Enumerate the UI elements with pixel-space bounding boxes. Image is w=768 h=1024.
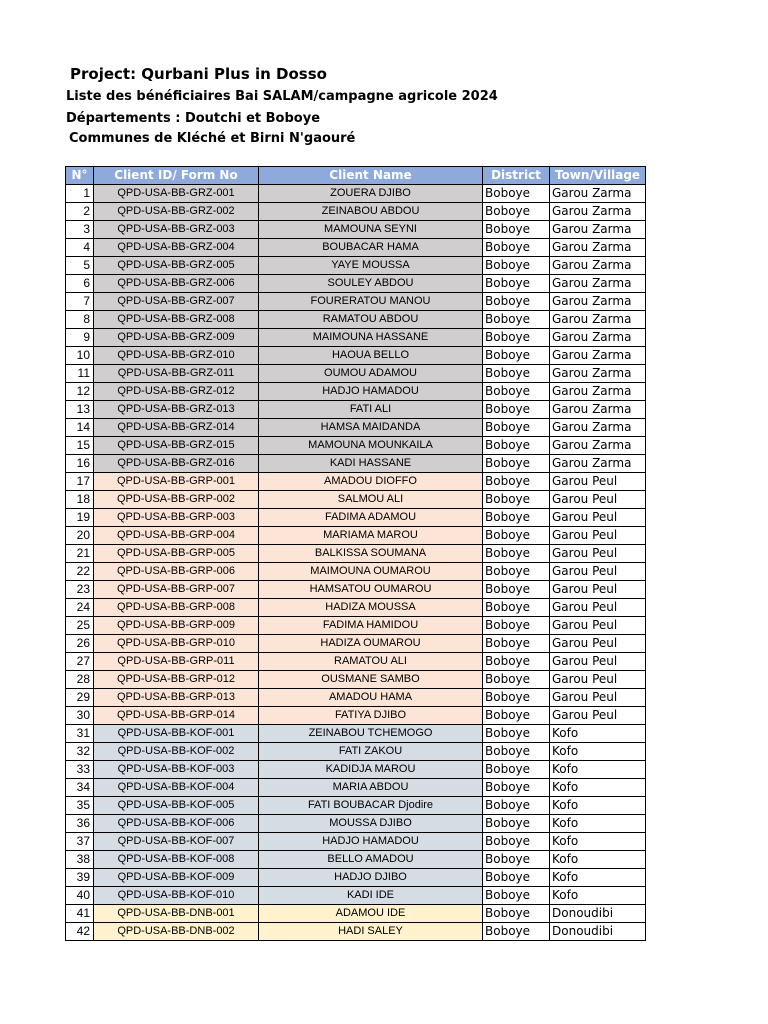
district-cell: Boboye (483, 185, 550, 203)
town-village-cell: Donoudibi (550, 923, 646, 941)
table-row (66, 437, 646, 455)
district-cell: Boboye (483, 545, 550, 563)
district-cell: Boboye (483, 761, 550, 779)
town-village-cell: Garou Zarma (550, 275, 646, 293)
row-number: 15 (66, 437, 94, 455)
town-village-cell: Garou Peul (550, 563, 646, 581)
client-id-cell: QPD-USA-BB-GRP-004 (94, 527, 259, 545)
district-cell: Boboye (483, 221, 550, 239)
client-id-cell: QPD-USA-BB-GRP-002 (94, 491, 259, 509)
district-cell: Boboye (483, 923, 550, 941)
town-village-cell: Garou Peul (550, 527, 646, 545)
client-name-cell: OUMOU ADAMOU (259, 365, 483, 383)
client-name-cell: FATI ALI (259, 401, 483, 419)
town-village-cell: Garou Peul (550, 491, 646, 509)
client-id-cell: QPD-USA-BB-GRZ-008 (94, 311, 259, 329)
district-cell: Boboye (483, 599, 550, 617)
table-row (66, 671, 646, 689)
table-row (66, 221, 646, 239)
table-row (66, 869, 646, 887)
district-cell: Boboye (483, 581, 550, 599)
town-village-cell: Garou Zarma (550, 329, 646, 347)
town-village-cell: Garou Zarma (550, 239, 646, 257)
table-row (66, 617, 646, 635)
client-name-cell: KADIDJA MAROU (259, 761, 483, 779)
departements-line: Départements : Doutchi et Boboye (66, 111, 321, 126)
table-row (66, 383, 646, 401)
client-name-cell: FATI BOUBACAR Djodire (259, 797, 483, 815)
town-village-cell: Garou Zarma (550, 437, 646, 455)
table-row (66, 707, 646, 725)
client-name-cell: SALMOU ALI (259, 491, 483, 509)
district-cell: Boboye (483, 275, 550, 293)
district-cell: Boboye (483, 329, 550, 347)
client-name-cell: ZOUERA DJIBO (259, 185, 483, 203)
client-id-cell: QPD-USA-BB-GRP-012 (94, 671, 259, 689)
row-number: 21 (66, 545, 94, 563)
client-id-cell: QPD-USA-BB-KOF-002 (94, 743, 259, 761)
client-name-cell: FADIMA HAMIDOU (259, 617, 483, 635)
town-village-cell: Kofo (550, 797, 646, 815)
client-id-cell: QPD-USA-BB-GRP-005 (94, 545, 259, 563)
town-village-cell: Garou Peul (550, 473, 646, 491)
town-village-cell: Garou Peul (550, 671, 646, 689)
client-id-cell: QPD-USA-BB-GRP-001 (94, 473, 259, 491)
client-name-cell: MOUSSA DJIBO (259, 815, 483, 833)
town-village-cell: Kofo (550, 815, 646, 833)
table-header-row (66, 167, 646, 185)
town-village-cell: Garou Peul (550, 509, 646, 527)
table-row (66, 923, 646, 941)
town-village-cell: Garou Peul (550, 545, 646, 563)
row-number: 29 (66, 689, 94, 707)
town-village-cell: Garou Zarma (550, 221, 646, 239)
row-number: 5 (66, 257, 94, 275)
client-id-cell: QPD-USA-BB-GRP-013 (94, 689, 259, 707)
town-village-cell: Garou Zarma (550, 419, 646, 437)
district-cell: Boboye (483, 455, 550, 473)
client-id-cell: QPD-USA-BB-GRZ-004 (94, 239, 259, 257)
client-name-cell: HAOUA BELLO (259, 347, 483, 365)
client-name-cell: BOUBACAR HAMA (259, 239, 483, 257)
row-number: 10 (66, 347, 94, 365)
client-name-cell: HADI SALEY (259, 923, 483, 941)
town-village-cell: Kofo (550, 887, 646, 905)
row-number: 32 (66, 743, 94, 761)
district-cell: Boboye (483, 743, 550, 761)
client-id-cell: QPD-USA-BB-GRP-003 (94, 509, 259, 527)
client-name-cell: HADJO HAMADOU (259, 833, 483, 851)
table-row (66, 815, 646, 833)
row-number: 18 (66, 491, 94, 509)
table-row (66, 473, 646, 491)
row-number: 28 (66, 671, 94, 689)
row-number: 33 (66, 761, 94, 779)
town-village-cell: Garou Peul (550, 653, 646, 671)
row-number: 20 (66, 527, 94, 545)
project-title: Project: Qurbani Plus in Dosso (70, 65, 327, 83)
district-cell: Boboye (483, 311, 550, 329)
row-number: 4 (66, 239, 94, 257)
row-number: 19 (66, 509, 94, 527)
client-name-cell: BELLO AMADOU (259, 851, 483, 869)
table-row (66, 293, 646, 311)
client-id-cell: QPD-USA-BB-GRP-010 (94, 635, 259, 653)
beneficiaries-table (65, 166, 646, 941)
client-id-cell: QPD-USA-BB-GRZ-001 (94, 185, 259, 203)
district-cell: Boboye (483, 563, 550, 581)
table-row (66, 401, 646, 419)
district-cell: Boboye (483, 833, 550, 851)
client-name-cell: AMADOU DIOFFO (259, 473, 483, 491)
town-village-cell: Garou Peul (550, 581, 646, 599)
town-village-cell: Donoudibi (550, 905, 646, 923)
client-id-cell: QPD-USA-BB-KOF-006 (94, 815, 259, 833)
client-id-cell: QPD-USA-BB-KOF-004 (94, 779, 259, 797)
town-village-cell: Kofo (550, 851, 646, 869)
client-id-cell: QPD-USA-BB-GRZ-012 (94, 383, 259, 401)
client-id-cell: QPD-USA-BB-GRZ-016 (94, 455, 259, 473)
table-row (66, 527, 646, 545)
row-number: 8 (66, 311, 94, 329)
row-number: 9 (66, 329, 94, 347)
row-number: 17 (66, 473, 94, 491)
district-cell: Boboye (483, 617, 550, 635)
district-cell: Boboye (483, 527, 550, 545)
district-cell: Boboye (483, 869, 550, 887)
table-row (66, 581, 646, 599)
client-id-cell: QPD-USA-BB-KOF-009 (94, 869, 259, 887)
client-id-cell: QPD-USA-BB-GRP-009 (94, 617, 259, 635)
town-village-cell: Kofo (550, 833, 646, 851)
client-name-cell: HAMSA MAIDANDA (259, 419, 483, 437)
table-body (66, 185, 646, 941)
table-row (66, 275, 646, 293)
client-name-cell: RAMATOU ABDOU (259, 311, 483, 329)
table-row (66, 509, 646, 527)
client-name-cell: OUSMANE SAMBO (259, 671, 483, 689)
table-row (66, 203, 646, 221)
row-number: 35 (66, 797, 94, 815)
client-id-cell: QPD-USA-BB-GRZ-002 (94, 203, 259, 221)
district-cell: Boboye (483, 815, 550, 833)
row-number: 2 (66, 203, 94, 221)
client-name-cell: MARIAMA MAROU (259, 527, 483, 545)
row-number: 13 (66, 401, 94, 419)
district-cell: Boboye (483, 509, 550, 527)
client-name-cell: FADIMA ADAMOU (259, 509, 483, 527)
town-village-cell: Garou Peul (550, 635, 646, 653)
row-number: 30 (66, 707, 94, 725)
client-id-cell: QPD-USA-BB-GRP-006 (94, 563, 259, 581)
client-name-cell: HAMSATOU OUMAROU (259, 581, 483, 599)
client-name-cell: HADJO DJIBO (259, 869, 483, 887)
client-name-cell: MAIMOUNA HASSANE (259, 329, 483, 347)
table-row (66, 545, 646, 563)
client-name-cell: ADAMOU IDE (259, 905, 483, 923)
district-cell: Boboye (483, 347, 550, 365)
client-name-cell: HADJO HAMADOU (259, 383, 483, 401)
client-id-cell: QPD-USA-BB-DNB-002 (94, 923, 259, 941)
town-village-cell: Garou Zarma (550, 455, 646, 473)
table-row (66, 455, 646, 473)
client-id-cell: QPD-USA-BB-GRP-008 (94, 599, 259, 617)
town-village-cell: Garou Zarma (550, 257, 646, 275)
client-name-cell: BALKISSA SOUMANA (259, 545, 483, 563)
district-cell: Boboye (483, 239, 550, 257)
row-number: 36 (66, 815, 94, 833)
row-number: 3 (66, 221, 94, 239)
district-cell: Boboye (483, 437, 550, 455)
town-village-cell: Garou Zarma (550, 401, 646, 419)
town-village-cell: Kofo (550, 779, 646, 797)
client-name-cell: YAYE MOUSSA (259, 257, 483, 275)
row-number: 31 (66, 725, 94, 743)
client-name-cell: MAMOUNA MOUNKAILA (259, 437, 483, 455)
town-village-cell: Garou Zarma (550, 203, 646, 221)
client-name-cell: KADI HASSANE (259, 455, 483, 473)
district-cell: Boboye (483, 383, 550, 401)
table-row (66, 329, 646, 347)
table-row (66, 635, 646, 653)
client-id-cell: QPD-USA-BB-KOF-005 (94, 797, 259, 815)
table-row (66, 311, 646, 329)
client-id-cell: QPD-USA-BB-GRZ-013 (94, 401, 259, 419)
district-cell: Boboye (483, 365, 550, 383)
town-village-cell: Garou Zarma (550, 383, 646, 401)
client-name-cell: ZEINABOU TCHEMOGO (259, 725, 483, 743)
row-number: 23 (66, 581, 94, 599)
table-row (66, 257, 646, 275)
client-id-cell: QPD-USA-BB-GRZ-014 (94, 419, 259, 437)
row-number: 41 (66, 905, 94, 923)
client-id-cell: QPD-USA-BB-KOF-003 (94, 761, 259, 779)
row-number: 22 (66, 563, 94, 581)
table-row (66, 887, 646, 905)
town-village-cell: Kofo (550, 743, 646, 761)
client-id-cell: QPD-USA-BB-GRZ-011 (94, 365, 259, 383)
row-number: 14 (66, 419, 94, 437)
town-village-cell: Garou Peul (550, 689, 646, 707)
row-number: 12 (66, 383, 94, 401)
district-cell: Boboye (483, 707, 550, 725)
table-row (66, 365, 646, 383)
client-name-cell: HADIZA OUMAROU (259, 635, 483, 653)
table-row (66, 779, 646, 797)
col-header-client-id: Client ID/ Form No (94, 167, 259, 185)
client-id-cell: QPD-USA-BB-KOF-008 (94, 851, 259, 869)
communes-line: Communes de Kléché et Birni N'gaouré (69, 131, 356, 146)
col-header-town-village: Town/Village (550, 167, 646, 185)
town-village-cell: Garou Zarma (550, 185, 646, 203)
client-id-cell: QPD-USA-BB-KOF-001 (94, 725, 259, 743)
district-cell: Boboye (483, 887, 550, 905)
row-number: 25 (66, 617, 94, 635)
col-header-client-name: Client Name (259, 167, 483, 185)
client-id-cell: QPD-USA-BB-GRZ-015 (94, 437, 259, 455)
table-row (66, 761, 646, 779)
district-cell: Boboye (483, 491, 550, 509)
client-id-cell: QPD-USA-BB-GRP-014 (94, 707, 259, 725)
district-cell: Boboye (483, 419, 550, 437)
client-id-cell: QPD-USA-BB-KOF-007 (94, 833, 259, 851)
table-row (66, 599, 646, 617)
table-row (66, 347, 646, 365)
row-number: 27 (66, 653, 94, 671)
row-number: 42 (66, 923, 94, 941)
client-id-cell: QPD-USA-BB-GRP-007 (94, 581, 259, 599)
client-name-cell: MARIA ABDOU (259, 779, 483, 797)
town-village-cell: Kofo (550, 869, 646, 887)
client-id-cell: QPD-USA-BB-GRZ-010 (94, 347, 259, 365)
row-number: 16 (66, 455, 94, 473)
client-name-cell: SOULEY ABDOU (259, 275, 483, 293)
district-cell: Boboye (483, 401, 550, 419)
district-cell: Boboye (483, 653, 550, 671)
town-village-cell: Garou Peul (550, 707, 646, 725)
client-name-cell: AMADOU HAMA (259, 689, 483, 707)
row-number: 7 (66, 293, 94, 311)
town-village-cell: Garou Zarma (550, 293, 646, 311)
table-row (66, 833, 646, 851)
table-row (66, 185, 646, 203)
client-name-cell: FOURERATOU MANOU (259, 293, 483, 311)
table-row (66, 239, 646, 257)
table-row (66, 653, 646, 671)
table-row (66, 851, 646, 869)
client-id-cell: QPD-USA-BB-DNB-001 (94, 905, 259, 923)
table-row (66, 797, 646, 815)
client-id-cell: QPD-USA-BB-GRZ-007 (94, 293, 259, 311)
row-number: 34 (66, 779, 94, 797)
district-cell: Boboye (483, 797, 550, 815)
client-name-cell: HADIZA MOUSSA (259, 599, 483, 617)
row-number: 1 (66, 185, 94, 203)
table-row (66, 725, 646, 743)
row-number: 11 (66, 365, 94, 383)
district-cell: Boboye (483, 689, 550, 707)
client-id-cell: QPD-USA-BB-GRP-011 (94, 653, 259, 671)
client-name-cell: RAMATOU ALI (259, 653, 483, 671)
row-number: 24 (66, 599, 94, 617)
row-number: 6 (66, 275, 94, 293)
district-cell: Boboye (483, 725, 550, 743)
table-row (66, 563, 646, 581)
district-cell: Boboye (483, 293, 550, 311)
table-row (66, 689, 646, 707)
district-cell: Boboye (483, 851, 550, 869)
row-number: 40 (66, 887, 94, 905)
client-id-cell: QPD-USA-BB-GRZ-003 (94, 221, 259, 239)
table-row (66, 491, 646, 509)
town-village-cell: Kofo (550, 761, 646, 779)
client-id-cell: QPD-USA-BB-GRZ-005 (94, 257, 259, 275)
town-village-cell: Kofo (550, 725, 646, 743)
col-header-number: N° (66, 167, 94, 185)
list-title: Liste des bénéficiaires Bai SALAM/campagne agricole 2024 (66, 89, 498, 104)
district-cell: Boboye (483, 779, 550, 797)
district-cell: Boboye (483, 635, 550, 653)
district-cell: Boboye (483, 257, 550, 275)
table-row (66, 743, 646, 761)
client-id-cell: QPD-USA-BB-GRZ-006 (94, 275, 259, 293)
client-name-cell: MAMOUNA SEYNI (259, 221, 483, 239)
town-village-cell: Garou Peul (550, 617, 646, 635)
district-cell: Boboye (483, 905, 550, 923)
district-cell: Boboye (483, 473, 550, 491)
client-name-cell: MAIMOUNA OUMAROU (259, 563, 483, 581)
table-row (66, 419, 646, 437)
client-name-cell: FATIYA DJIBO (259, 707, 483, 725)
row-number: 38 (66, 851, 94, 869)
row-number: 39 (66, 869, 94, 887)
town-village-cell: Garou Zarma (550, 365, 646, 383)
client-id-cell: QPD-USA-BB-KOF-010 (94, 887, 259, 905)
town-village-cell: Garou Zarma (550, 347, 646, 365)
client-name-cell: FATI ZAKOU (259, 743, 483, 761)
client-id-cell: QPD-USA-BB-GRZ-009 (94, 329, 259, 347)
col-header-district: District (483, 167, 550, 185)
table-row (66, 905, 646, 923)
town-village-cell: Garou Peul (550, 599, 646, 617)
district-cell: Boboye (483, 203, 550, 221)
client-name-cell: ZEINABOU ABDOU (259, 203, 483, 221)
row-number: 37 (66, 833, 94, 851)
town-village-cell: Garou Zarma (550, 311, 646, 329)
row-number: 26 (66, 635, 94, 653)
client-name-cell: KADI IDE (259, 887, 483, 905)
district-cell: Boboye (483, 671, 550, 689)
